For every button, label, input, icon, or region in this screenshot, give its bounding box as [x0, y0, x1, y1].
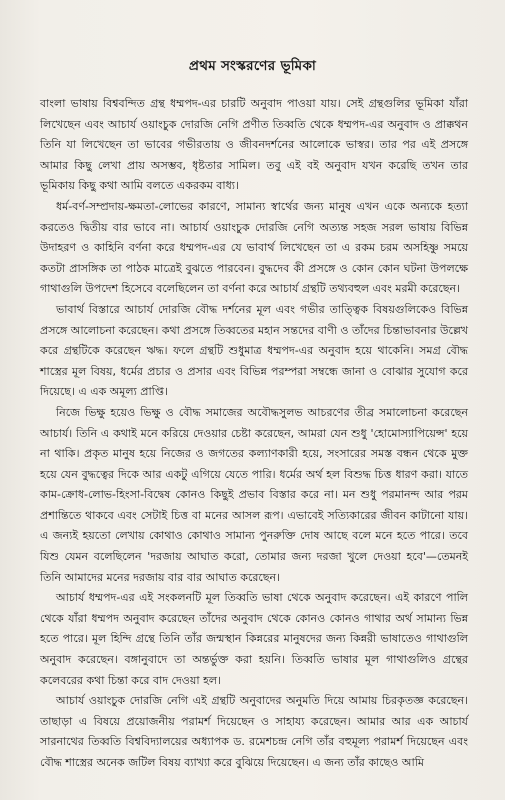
paragraph-1: বাংলা ভাষায় বিশ্ববন্দিত গ্রন্থ ধম্মপদ-এর চারটি অনুবাদ পাওয়া যায়। সেই গ্রন্থগুলির ভূমিকা যাঁরা লিখেছেন এবং আচার্য ওয়াংচুক দোরজি নেগি প্রণীত তিব্বতি থেকে ধম্মপদ-এর অনুবাদ ও প্রাক্কথন তিনি যা লিখেছেন তা ভাবের গভীরতায় ও জীবনদর্শনের আলোকে ভাস্বর। তার পর এই প্রসঙ্গে আমার কিছু লেখা প্রায় অসম্ভব, ধৃষ্টতার সামিল। তবু এই বই অনুবাদ যখন করেছি তখন তার ভূমিকায় কিছু কথা আমি বলতে একরকম বাধ্য। [40, 97, 468, 193]
paragraph-3: ভাবার্থ বিস্তারে আচার্য দোরজি বৌদ্ধ দর্শনের মূল এবং গভীর তাত্ত্বিক বিষয়গুলিকেও বিভিন্ন প্রসঙ্গে আলোচনা করেছেন। কথা প্রসঙ্গে তিব্বতের মহান সন্তদের বাণী ও তাঁদের চিন্তাভাবনার উল্লেখ করে গ্রন্থটিকে করেছেন ঋদ্ধ। ফলে গ্রন্থটি শুধুমাত্র ধম্মপদ-এর অনুবাদ হয়ে থাকেনি। সমগ্র বৌদ্ধ শাস্ত্রের মূল বিষয়, ধর্মের প্রচার ও প্রসার এবং বিভিন্ন পরম্পরা সম্বন্ধে জানা ও বোঝার সুযোগ করে দিয়েছে। এ এক অমূল্য প্রাপ্তি। [40, 302, 468, 399]
page-body [40, 94, 468, 774]
page-title: প্রথম সংস্করণের ভূমিকা [188, 58, 317, 74]
paragraph-4: নিজে ভিক্ষু হয়েও ভিক্ষু ও বৌদ্ধ সমাজের অবৌদ্ধসুলভ আচরণের তীব্র সমালোচনা করেছেন আচার্য। তিনি এ কথাই মনে করিয়ে দেওয়ার চেষ্টা করেছেন, আমরা যেন শুধু 'হোমোস্যাপিয়েন্স' হয়ে না থাকি। প্রকৃত মানুষ হয়ে নিজের ও জগতের কল্যাণকারী হয়ে, সংসারের সমস্ত বন্ধন থেকে মুক্ত হয়ে যেন বুদ্ধত্বের দিকে আর একটু এগিয়ে যেতে পারি। ধর্মের অর্থ হল বিশুদ্ধ চিত্ত ধারণ করা। যাতে কাম-ক্রোধ-লোভ-হিংসা-বিদ্বেষ কোনও কিছুই প্রভাব বিস্তার করে না। মন শুধু পরমানন্দ আর পরম প্রশান্তিতে থাকবে এবং সেটাই চিত্ত বা মনের আসল রূপ। এভাবেই সত্যিকারের জীবন কাটানো যায়। এ জন্যই হয়তো লেখায় কোথাও কোথাও সামান্য পুনরুক্তি দোষ আছে বলে মনে হতে পারে। তবে যিশু যেমন বলেছিলেন 'দরজায় আঘাত করো, তোমার জন্য দরজা খুলে দেওয়া হবে'—তেমনই তিনি আমাদের মনের দরজায় বার বার আঘাত করেছেন। [40, 405, 468, 584]
paragraph-2: ধর্ম-বর্ণ-সম্প্রদায়-ক্ষমতা-লোভের কারণে, সামান্য স্বার্থের জন্য মানুষ এখন একে অন্যকে হত্যা করতেও দ্বিতীয় বার ভাবে না। আচার্য ওয়াংচুক দোরজি নেগি অত্যন্ত সহজ সরল ভাষায় বিভিন্ন উদাহরণ ও কাহিনি বর্ণনা করে ধম্মপদ-এর যে ভাবার্থ লিখেছেন তা এ রকম চরম অসহিষ্ণু সময়ে কতটা প্রাসঙ্গিক তা পাঠক মাত্রেই বুঝতে পারবেন। বুদ্ধদেব কী প্রসঙ্গে ও কোন কোন ঘটনা উপলক্ষে গাথাগুলি উপদেশ হিসেবে বলেছিলেন তা বর্ণনা করে আচার্য গ্রন্থটি তথ্যবহুল এবং মরমী করেছেন। [40, 199, 468, 296]
paragraph-6: আচার্য ওয়াংচুক দোরজি নেগি এই গ্রন্থটি অনুবাদের অনুমতি দিয়ে আমায় চিরকৃতজ্ঞ করেছেন। তাছাড়া এ বিষয়ে প্রয়োজনীয় পরামর্শ দিয়েছেন ও সাহায্য করেছেন। আমার আর এক আচার্য সারনাথের তিব্বতি বিশ্ববিদ্যালয়ের অধ্যাপক ড. রমেশচন্দ্র নেগি তাঁর বহুমূল্য পরামর্শ দিয়েছেন এবং বৌদ্ধ শাস্ত্রের অনেক জটিল বিষয় ব্যাখ্যা করে বুঝিয়ে দিয়েছেন। এ জন্য তাঁর কাছেও আমি [40, 694, 468, 769]
paragraph-5: আচার্য ধম্মপদ-এর এই সংকলনটি মূল তিব্বতি ভাষা থেকে অনুবাদ করেছেন। এই কারণে পালি থেকে যাঁরা ধম্মপদ অনুবাদ করেছেন তাঁদের অনুবাদ থেকে কোনও কোনও গাথার অর্থ সামান্য ভিন্ন হতে পারে। মূল হিন্দি গ্রন্থে তিনি তাঁর জন্মস্থান কিন্নরের মানুষদের জন্য কিন্নরী ভাষাতেও গাথাগুলি অনুবাদ করেছেন। বঙ্গানুবাদে তা অন্তর্ভুক্ত করা হয়নি। তিব্বতি ভাষার মূল গাথাগুলিও গ্রন্থের কলেবরের কথা চিন্তা করে বাদ দেওয়া হল। [40, 591, 468, 687]
